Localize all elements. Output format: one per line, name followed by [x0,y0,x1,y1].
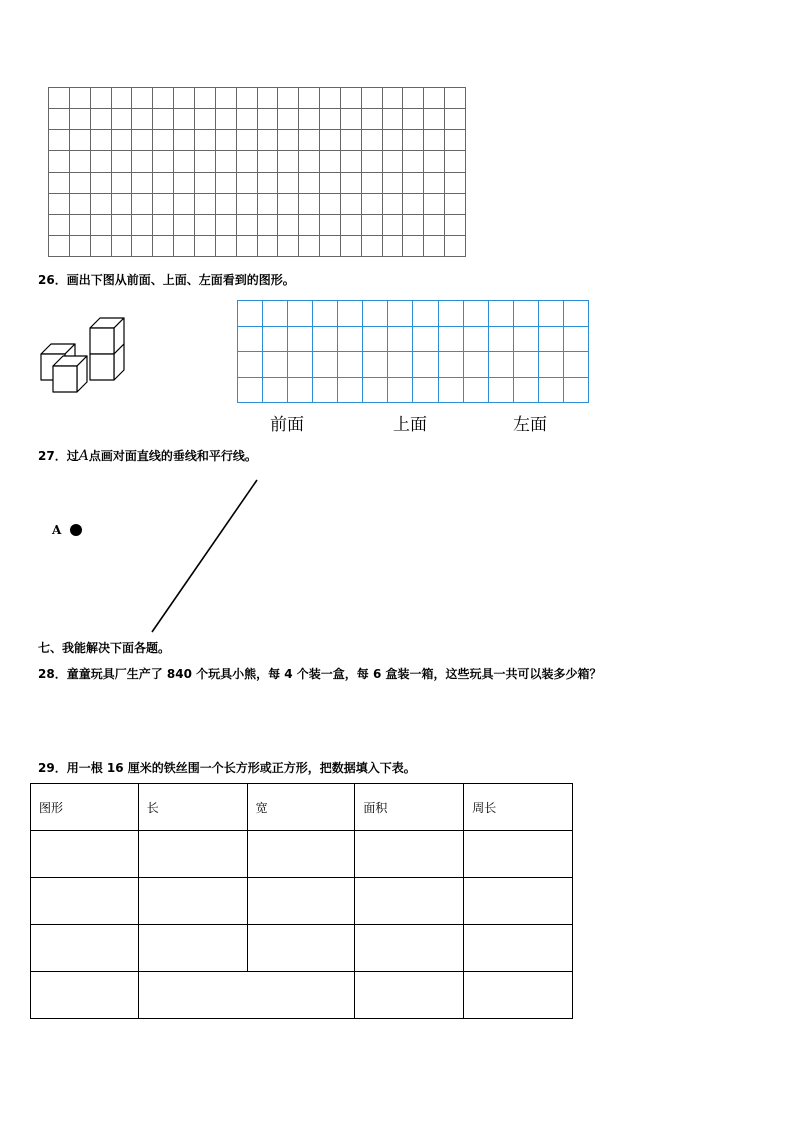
section-7-title: 七、我能解决下面各题。 [38,641,171,655]
answer-grid-top [48,87,466,257]
grid-cell [49,151,70,172]
grid-cell [413,327,438,353]
grid-cell [299,173,320,194]
grid-cell [363,378,388,404]
grid-cell [216,130,237,151]
grid-cell [216,194,237,215]
given-line [145,476,265,636]
grid-cell [278,236,299,257]
grid-cell [489,352,514,378]
table-cell [31,831,139,878]
grid-cell [341,194,362,215]
grid-cell [445,215,466,236]
grid-cell [112,151,133,172]
grid-cell [445,194,466,215]
grid-cell [112,109,133,130]
grid-cell [263,301,288,327]
grid-cell [388,301,413,327]
point-a-dot [68,522,84,538]
table-header-row [31,784,573,831]
grid-cell [238,301,263,327]
grid-cell [299,130,320,151]
table-cell [138,831,247,878]
grid-cell [153,194,174,215]
grid-cell [91,173,112,194]
grid-cell [237,173,258,194]
grid-cell [362,109,383,130]
grid-cell [132,109,153,130]
grid-cell [216,151,237,172]
grid-cell [278,194,299,215]
grid-cell [237,194,258,215]
grid-cell [514,301,539,327]
grid-cell [216,215,237,236]
grid-cell [299,215,320,236]
grid-cell [362,236,383,257]
grid-cell [195,151,216,172]
grid-cell [424,88,445,109]
grid-cell [403,109,424,130]
grid-cell [424,194,445,215]
table-row [31,831,573,878]
grid-cell [383,88,404,109]
grid-cell [132,215,153,236]
table-cell [247,831,355,878]
grid-cell [49,109,70,130]
grid-cell [338,301,363,327]
grid-cell [132,88,153,109]
table-cell [464,925,573,972]
grid-cell [174,130,195,151]
grid-cell [445,130,466,151]
grid-cell [258,88,279,109]
grid-cell [288,352,313,378]
grid-cell [514,378,539,404]
grid-cell [132,194,153,215]
table-row [31,925,573,972]
grid-cell [383,215,404,236]
question-27-text: 27．过A点画对面直线的垂线和平行线。 [38,448,257,464]
grid-cell [403,130,424,151]
cube-front-front [53,366,77,392]
grid-cell [362,194,383,215]
table-header-cell: 宽 [247,784,355,831]
grid-cell [363,327,388,353]
table-cell [355,925,464,972]
grid-cell [195,194,216,215]
table-cell [464,972,573,1019]
grid-cell [258,194,279,215]
grid-cell [320,109,341,130]
table-cell [247,925,355,972]
grid-cell [258,109,279,130]
table-header-cell: 面积 [355,784,464,831]
grid-cell [91,194,112,215]
grid-cell [70,88,91,109]
view-label-front: 前面 [270,415,304,435]
grid-cell [278,88,299,109]
data-table [30,783,573,1019]
grid-cell [238,378,263,404]
grid-cell [237,236,258,257]
grid-cell [91,215,112,236]
grid-cell [299,236,320,257]
grid-cell [195,173,216,194]
grid-cell [216,173,237,194]
grid-cell [153,151,174,172]
grid-cell [320,130,341,151]
table-cell [31,925,139,972]
grid-cell [313,378,338,404]
grid-cell [258,151,279,172]
grid-cell [299,109,320,130]
grid-cell [424,215,445,236]
grid-cell [49,130,70,151]
grid-cell [70,130,91,151]
grid-cell [91,151,112,172]
grid-cell [313,352,338,378]
grid-cell [288,378,313,404]
grid-cell [299,88,320,109]
view-drawing-grid [237,300,589,403]
grid-cell [278,173,299,194]
table-cell [355,831,464,878]
grid-cell [216,236,237,257]
grid-cell [174,109,195,130]
grid-cell [341,215,362,236]
grid-cell [70,173,91,194]
grid-cell [424,151,445,172]
grid-cell [403,236,424,257]
table-cell [31,972,139,1019]
grid-cell [174,236,195,257]
grid-cell [195,215,216,236]
table-cell [138,878,247,925]
grid-cell [258,215,279,236]
grid-cell [174,88,195,109]
grid-cell [439,378,464,404]
grid-cell [413,378,438,404]
grid-cell [112,215,133,236]
grid-cell [132,173,153,194]
grid-cell [320,215,341,236]
grid-cell [363,352,388,378]
grid-cell [288,327,313,353]
grid-cell [424,130,445,151]
grid-cell [70,151,91,172]
grid-cell [362,151,383,172]
grid-cell [70,109,91,130]
grid-cell [363,301,388,327]
grid-cell [278,151,299,172]
grid-cell [91,109,112,130]
grid-cell [112,236,133,257]
grid-cell [195,236,216,257]
grid-cell [341,236,362,257]
grid-cell [338,327,363,353]
grid-cell [424,109,445,130]
grid-cell [174,173,195,194]
grid-cell [313,301,338,327]
grid-cell [320,151,341,172]
grid-cell [489,327,514,353]
grid-cell [383,109,404,130]
grid-cell [153,236,174,257]
grid-cell [49,173,70,194]
grid-cell [299,151,320,172]
grid-cell [403,151,424,172]
grid-cell [341,173,362,194]
grid-cell [439,301,464,327]
grid-cell [237,88,258,109]
grid-cell [49,236,70,257]
grid-cell [263,378,288,404]
grid-cell [258,173,279,194]
grid-cell [445,236,466,257]
grid-cell [403,88,424,109]
grid-cell [388,327,413,353]
grid-cell [383,194,404,215]
grid-cell [70,215,91,236]
grid-cell [299,194,320,215]
grid-cell [238,352,263,378]
grid-cell [216,109,237,130]
table-cell [355,878,464,925]
grid-cell [445,88,466,109]
grid-cell [91,88,112,109]
table-cell-merged [138,972,355,1019]
grid-cell [195,88,216,109]
grid-cell [237,130,258,151]
cube-stack-figure [36,312,132,394]
question-26-text: 26．画出下图从前面、上面、左面看到的图形。 [38,273,295,287]
grid-cell [49,88,70,109]
grid-cell [263,327,288,353]
grid-cell [112,130,133,151]
grid-cell [403,194,424,215]
grid-cell [91,236,112,257]
grid-cell [403,215,424,236]
grid-cell [112,173,133,194]
grid-cell [237,151,258,172]
grid-cell [362,215,383,236]
grid-cell [362,173,383,194]
grid-cell [564,301,589,327]
grid-cell [70,194,91,215]
table-cell [464,831,573,878]
table-cell [138,925,247,972]
grid-cell [388,378,413,404]
grid-cell [112,194,133,215]
grid-cell [489,378,514,404]
grid-cell [153,215,174,236]
grid-cell [439,327,464,353]
grid-cell [464,301,489,327]
grid-cell [112,88,133,109]
grid-cell [445,109,466,130]
grid-cell [341,151,362,172]
grid-cell [564,327,589,353]
grid-cell [91,130,112,151]
grid-cell [49,194,70,215]
grid-cell [320,194,341,215]
grid-cell [341,130,362,151]
grid-cell [341,109,362,130]
grid-cell [514,352,539,378]
grid-cell [195,130,216,151]
grid-cell [153,88,174,109]
table-row [31,972,573,1019]
grid-cell [174,151,195,172]
grid-cell [320,88,341,109]
grid-cell [153,173,174,194]
grid-cell [216,88,237,109]
grid-cell [439,352,464,378]
grid-cell [278,130,299,151]
grid-cell [539,378,564,404]
grid-cell [341,88,362,109]
view-label-left: 左面 [513,415,547,435]
grid-cell [132,151,153,172]
grid-cell [445,151,466,172]
grid-cell [514,327,539,353]
grid-cell [153,130,174,151]
table-header-cell: 周长 [464,784,573,831]
grid-cell [278,215,299,236]
grid-cell [153,109,174,130]
grid-cell [564,378,589,404]
grid-cell [263,352,288,378]
grid-cell [174,215,195,236]
question-29-text: 29．用一根 16 厘米的铁丝围一个长方形或正方形，把数据填入下表。 [38,761,416,775]
table-cell [464,878,573,925]
grid-cell [383,236,404,257]
grid-cell [413,352,438,378]
grid-cell [288,301,313,327]
grid-cell [539,352,564,378]
grid-cell [238,327,263,353]
grid-cell [338,352,363,378]
table-header-cell: 图形 [31,784,139,831]
grid-cell [388,352,413,378]
table-cell [31,878,139,925]
question-28-text: 28．童童玩具厂生产了 840 个玩具小熊，每 4 个装一盒，每 6 盒装一箱，这些玩具一共可以装多少箱？ [38,667,602,681]
cube-top-front [90,328,114,354]
cube-right-front [90,354,114,380]
grid-cell [383,151,404,172]
grid-cell [258,236,279,257]
grid-cell [445,173,466,194]
grid-cell [539,327,564,353]
table-cell [355,972,464,1019]
grid-cell [237,109,258,130]
grid-cell [237,215,258,236]
grid-cell [403,173,424,194]
grid-cell [464,378,489,404]
grid-cell [383,130,404,151]
grid-cell [195,109,216,130]
grid-cell [278,109,299,130]
grid-cell [362,88,383,109]
grid-cell [320,173,341,194]
grid-cell [132,130,153,151]
grid-cell [464,327,489,353]
grid-cell [258,130,279,151]
point-a-label: A [52,523,62,537]
grid-cell [489,301,514,327]
table-row [31,878,573,925]
grid-cell [320,236,341,257]
table-header-cell: 长 [138,784,247,831]
grid-cell [362,130,383,151]
grid-cell [132,236,153,257]
grid-cell [464,352,489,378]
grid-cell [539,301,564,327]
grid-cell [564,352,589,378]
grid-cell [70,236,91,257]
grid-cell [424,236,445,257]
view-label-top: 上面 [393,415,427,435]
grid-cell [49,215,70,236]
grid-cell [174,194,195,215]
grid-cell [424,173,445,194]
grid-cell [383,173,404,194]
grid-cell [413,301,438,327]
table-cell [247,878,355,925]
grid-cell [313,327,338,353]
grid-cell [338,378,363,404]
